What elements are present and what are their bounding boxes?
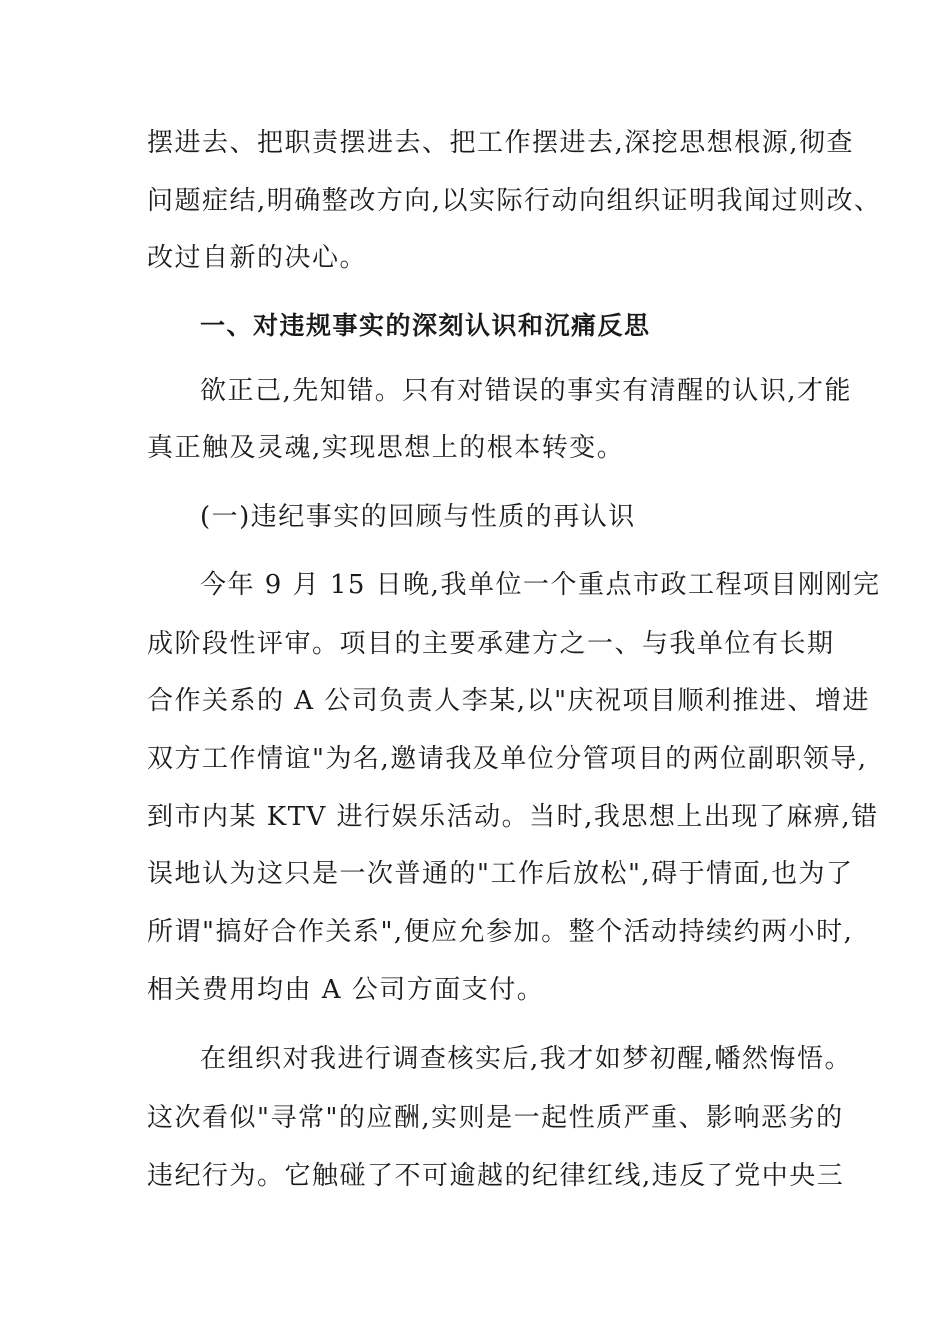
paragraph-line: 这次看似"寻常"的应酬,实则是一起性质严重、影响恶劣的 — [147, 1103, 844, 1133]
paragraph-line: 双方工作情谊"为名,邀请我及单位分管项目的两位副职领导, — [147, 744, 868, 774]
subsection-heading: (一)违纪事实的回顾与性质的再认识 — [200, 502, 636, 532]
paragraph-line: 改过自新的决心。 — [147, 243, 368, 273]
paragraph-line: 相关费用均由 A 公司方面支付。 — [147, 975, 545, 1005]
paragraph-line: 成阶段性评审。项目的主要承建方之一、与我单位有长期 — [147, 629, 835, 659]
paragraph-line: 合作关系的 A 公司负责人李某,以"庆祝项目顺利推进、增进 — [147, 686, 871, 716]
paragraph-line: 在组织对我进行调查核实后,我才如梦初醒,幡然悔悟。 — [200, 1044, 853, 1074]
paragraph-line: 违纪行为。它触碰了不可逾越的纪律红线,违反了党中央三 — [147, 1161, 845, 1191]
paragraph-line: 欲正己,先知错。只有对错误的事实有清醒的认识,才能 — [200, 376, 853, 406]
section-heading: 一、对违规事实的深刻认识和沉痛反思 — [200, 311, 651, 340]
paragraph-line: 今年 9 月 15 日晚,我单位一个重点市政工程项目刚刚完 — [200, 570, 881, 600]
paragraph-line: 摆进去、把职责摆进去、把工作摆进去,深挖思想根源,彻查 — [147, 128, 855, 158]
paragraph-line: 到市内某 KTV 进行娱乐活动。当时,我思想上出现了麻痹,错 — [147, 802, 879, 832]
paragraph-line: 误地认为这只是一次普通的"工作后放松",碍于情面,也为了 — [147, 859, 854, 889]
paragraph-line: 问题症结,明确整改方向,以实际行动向组织证明我闻过则改、 — [147, 186, 882, 216]
paragraph-line: 所谓"搞好合作关系",便应允参加。整个活动持续约两小时, — [147, 917, 854, 947]
paragraph-line: 真正触及灵魂,实现思想上的根本转变。 — [147, 433, 625, 463]
